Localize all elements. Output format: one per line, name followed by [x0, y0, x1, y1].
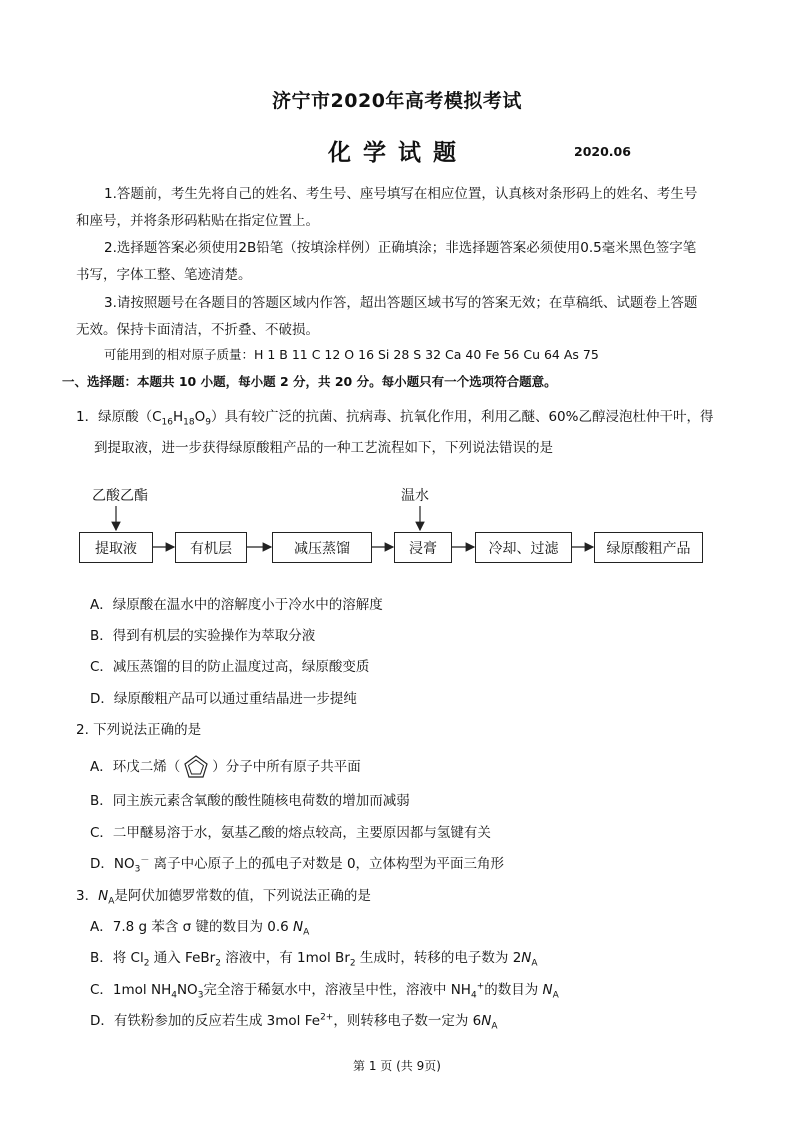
- instruction-2-line-2: 书写，字体工整、笔迹清楚。: [76, 267, 252, 283]
- q2-option-c: C．二甲醚易溶于水，氨基乙酸的熔点较高，主要原因都与氢键有关: [90, 825, 491, 841]
- q3-option-c: C．1mol $NH_4NO_3$完全溶于稀氨水中，溶液呈中性，溶液中 $NH_4^+$的数目为 $N_A$: [90, 981, 559, 1001]
- instruction-1-line-1: 1.答题前，考生先将自己的姓名、考生号、座号填写在相应位置，认真核对条形码上的姓名、考生号: [104, 186, 698, 202]
- atomic-masses: 可能用到的相对原子质量：H 1 B 11 C 12 O 16 Si 28 S 32 Ca 40 Fe 56 Cu 64 As 75: [104, 347, 599, 362]
- q1-option-a: A．绿原酸在温水中的溶解度小于冷水中的溶解度: [90, 597, 383, 613]
- cyclopentadiene-structure-icon: [182, 753, 210, 781]
- q1-option-b: B．得到有机层的实验操作为萃取分液: [90, 628, 316, 644]
- q3-option-a: A．7.8 g 苯含 σ 键的数目为 0.6 $N_A$: [90, 919, 310, 938]
- section-heading: 一、选择题：本题共 10 小题，每小题 2 分，共 20 分。每小题只有一个选项符合题意。: [62, 374, 557, 389]
- q2-option-a: A．环戊二烯（ ）分子中所有原子共平面: [90, 753, 361, 781]
- q3-option-b: B．将 $Cl_2$ 通入 FeBr$_2$ 溶液中，有 1mol $Br_2$ 生成时，转移的电子数为 $2N_A$: [90, 950, 538, 969]
- q1-stem-line-2: 到提取液，进一步获得绿原酸粗产品的一种工艺流程如下，下列说法错误的是: [94, 440, 553, 456]
- flow-step-extractum: 浸膏: [394, 532, 452, 563]
- flow-input-ethyl-acetate: 乙酸乙酯: [92, 488, 148, 504]
- exam-title: 济宁市2020年高考模拟考试: [272, 90, 522, 112]
- flow-step-cool-filter: 冷却、过滤: [475, 532, 572, 563]
- exam-date: 2020.06: [574, 144, 631, 159]
- q3-option-d: D．有铁粉参加的反应若生成 3mol $Fe^{2+}$，则转移电子数一定为 $6N_A$: [90, 1012, 498, 1032]
- page-footer: 第 1 页 (共 9页): [353, 1059, 441, 1073]
- instruction-2-line-1: 2.选择题答案必须使用2B铅笔（按填涂样例）正确填涂；非选择题答案必须使用0.5毫米黑色签字笔: [104, 240, 697, 256]
- flow-step-crude-product: 绿原酸粗产品: [594, 532, 703, 563]
- q2-stem: 2. 下列说法正确的是: [76, 722, 202, 738]
- instruction-3-line-2: 无效。保持卡面清洁，不折叠、不破损。: [76, 322, 319, 338]
- q3-stem: 3．$N_A$是阿伏加德罗常数的值，下列说法正确的是: [76, 888, 371, 907]
- q1-stem-line-1: 1．绿原酸$(C_{16}H_{18}O_9)$具有较广泛的抗菌、抗病毒、抗氧化作用，利用乙醚、60%乙醇浸泡杜仲干叶，得: [76, 409, 714, 428]
- subject-title: 化学试题: [328, 140, 468, 166]
- q1-option-c: C．减压蒸馏的目的防止温度过高，绿原酸变质: [90, 659, 370, 675]
- flow-step-extract: 提取液: [79, 532, 153, 563]
- q2-option-d: D．$NO_3^-$ 离子中心原子上的孤电子对数是 0，立体构型为平面三角形: [90, 855, 505, 875]
- flow-step-vacuum-distillation: 减压蒸馏: [272, 532, 372, 563]
- instruction-3-line-1: 3.请按照题号在各题目的答题区域内作答，超出答题区域书写的答案无效；在草稿纸、试题卷上答题: [104, 295, 698, 311]
- flow-input-warm-water: 温水: [401, 488, 429, 504]
- q2-option-b: B．同主族元素含氧酸的酸性随核电荷数的增加而减弱: [90, 793, 410, 809]
- q1-option-d: D．绿原酸粗产品可以通过重结晶进一步提纯: [90, 691, 357, 707]
- flow-step-organic-layer: 有机层: [175, 532, 247, 563]
- instruction-1-line-2: 和座号，并将条形码粘贴在指定位置上。: [76, 213, 319, 229]
